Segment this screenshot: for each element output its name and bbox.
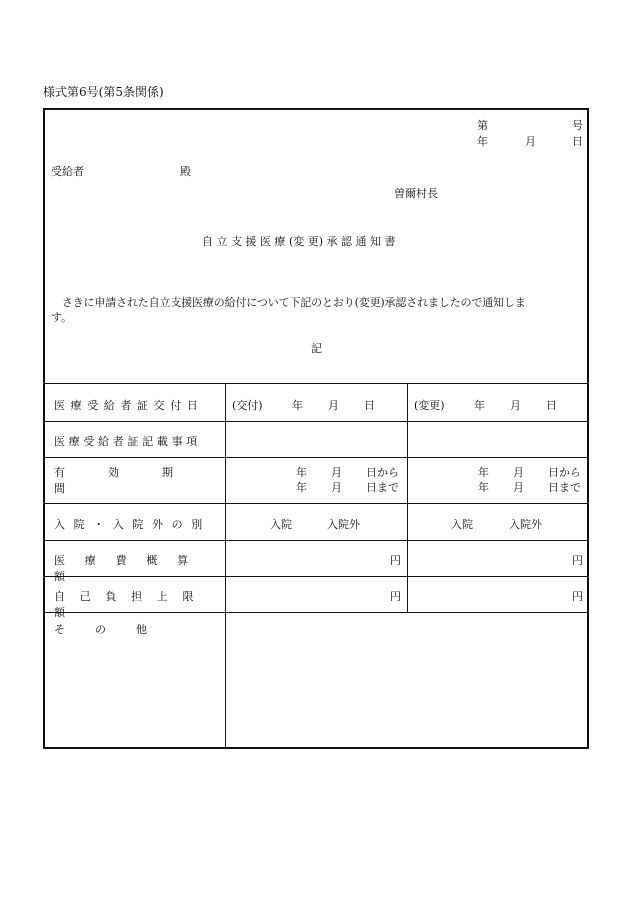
changed-month: 月	[510, 399, 521, 412]
validity-change-from-month: 月	[513, 466, 524, 479]
notice-form	[43, 108, 589, 749]
ki-heading: 記	[311, 342, 322, 355]
changed-label: (変更)	[414, 399, 445, 412]
document-number-prefix: 第	[477, 119, 488, 132]
inpatient-type-label: 入院・入院外の別	[54, 518, 211, 531]
row-divider	[45, 457, 588, 458]
inpatient-option: 入院	[270, 518, 292, 531]
estimated-cost-label: 医療費概算額	[54, 554, 208, 583]
document-title: 自 立 支 援 医 療 (変 更) 承 認 通 知 書	[202, 235, 396, 248]
estimated-cost-yen: 円	[390, 554, 401, 567]
document-number-suffix: 号	[572, 119, 583, 132]
date-month: 月	[525, 135, 536, 148]
validity-change-to-suffix: 日まで	[548, 481, 581, 494]
inpatient-option-changed: 入院	[451, 518, 473, 531]
row-label-inpatient	[54, 516, 216, 532]
row-label-estimated-cost	[54, 552, 216, 584]
table-top-line	[45, 383, 588, 384]
validity-change-from-year: 年	[478, 466, 489, 479]
copay-limit-label: 自己負担上限額	[54, 590, 209, 619]
recipient-label: 受給者	[51, 165, 84, 178]
outpatient-option: 入院外	[327, 518, 360, 531]
validity-from-suffix: 日から	[366, 466, 399, 479]
column-divider-value	[407, 383, 408, 612]
validity-label: 有効期間	[54, 466, 216, 495]
issued-day: 日	[364, 399, 375, 412]
copay-limit-yen: 円	[390, 590, 401, 603]
changed-day: 日	[546, 399, 557, 412]
row-label-copay-limit	[54, 588, 216, 620]
validity-to-year: 年	[296, 481, 307, 494]
validity-from-year: 年	[296, 466, 307, 479]
row-divider	[45, 421, 588, 422]
estimated-cost-yen-changed: 円	[572, 554, 583, 567]
date-year: 年	[477, 135, 488, 148]
form-number: 様式第6号(第5条関係)	[43, 85, 164, 99]
issue-date-label: 医療受給者証交付日	[54, 399, 204, 412]
row-label-other	[54, 621, 216, 637]
body-text-line-2: す。	[51, 311, 73, 324]
validity-change-to-month: 月	[513, 481, 524, 494]
row-label-certificate-items	[54, 433, 216, 449]
validity-change-from-suffix: 日から	[548, 466, 581, 479]
date-day: 日	[572, 135, 583, 148]
changed-year: 年	[474, 399, 485, 412]
outpatient-option-changed: 入院外	[509, 518, 542, 531]
row-label-validity	[54, 464, 216, 496]
other-label: その他	[54, 623, 177, 636]
recipient-honorific: 殿	[180, 165, 191, 178]
column-divider-label	[225, 383, 226, 748]
validity-to-month: 月	[331, 481, 342, 494]
issued-month: 月	[328, 399, 339, 412]
validity-from-month: 月	[331, 466, 342, 479]
validity-to-suffix: 日まで	[366, 481, 399, 494]
validity-change-to-year: 年	[478, 481, 489, 494]
issued-label: (交付)	[232, 399, 263, 412]
certificate-items-label: 医療受給者証記載事項	[54, 435, 201, 448]
issued-year: 年	[292, 399, 303, 412]
row-divider	[45, 503, 588, 504]
row-label-issue-date	[54, 397, 216, 413]
row-divider	[45, 540, 588, 541]
copay-limit-yen-changed: 円	[572, 590, 583, 603]
body-text-line-1: さきに申請された自立支援医療の給付について下記のとおり(変更)承認されましたので通知しま	[51, 296, 526, 309]
issuer-name: 曽爾村長	[394, 187, 438, 200]
